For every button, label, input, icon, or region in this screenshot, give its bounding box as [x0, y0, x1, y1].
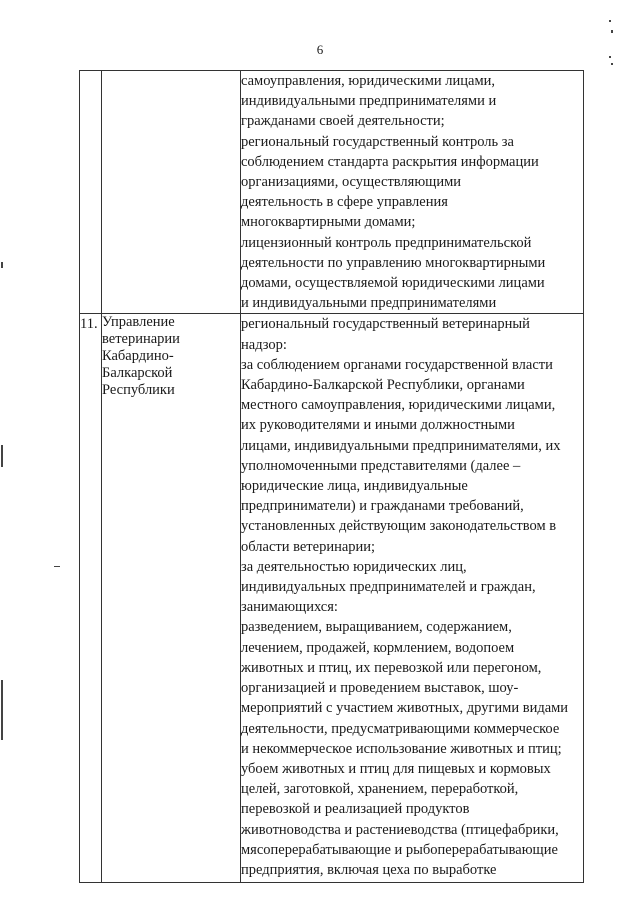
text-line: за деятельностью юридических лиц, — [241, 558, 467, 575]
scan-artifact — [611, 63, 613, 65]
text-line: домами, осуществляемой юридическими лицами — [241, 275, 545, 292]
text-line: животных и птиц, их перевозкой или перегоном, — [241, 659, 542, 676]
text-line: их руководителями и иными должностными — [241, 417, 515, 434]
authority-text-cell — [241, 314, 584, 883]
organization-name-line: ветеринарии — [102, 331, 180, 348]
text-line: региональный государственный контроль за — [241, 133, 514, 150]
scan-artifact — [1, 445, 3, 467]
scan-artifact — [609, 56, 611, 58]
text-line: и некоммерческое использование животных и птиц; — [241, 740, 562, 757]
text-line: предприниматели) и гражданами требований, — [241, 498, 524, 515]
text-line: организациями, осуществляющими — [241, 174, 462, 191]
text-line: самоуправления, юридическими лицами, — [241, 73, 496, 89]
organization-name-line: Кабардино- — [102, 348, 174, 365]
text-line: организацией и проведением выставок, шоу- — [241, 680, 519, 697]
page-number: 6 — [316, 42, 324, 57]
text-line: деятельность в сфере управления — [241, 194, 448, 211]
text-line: за соблюдением органами государственной власти — [241, 356, 553, 373]
text-line: лицами, индивидуальными предпринимателями, их — [241, 437, 561, 454]
text-line: убоем животных и птиц для пищевых и кормовых — [241, 760, 551, 777]
text-line: индивидуальными предпринимателями и — [241, 93, 497, 110]
text-line: занимающихся: — [241, 599, 338, 616]
text-line: деятельности по управлению многоквартирными — [241, 254, 546, 271]
text-line: надзор: — [241, 336, 287, 353]
text-line: соблюдением стандарта раскрытия информации — [241, 153, 539, 170]
scan-artifact — [609, 20, 611, 22]
scan-artifact — [1, 680, 3, 740]
table-row-continued — [80, 71, 584, 314]
text-line: местного самоуправления, юридическими лицами, — [241, 397, 556, 414]
text-line: гражданами своей деятельности; — [241, 113, 445, 130]
authority-text-cell — [241, 71, 584, 314]
text-line: многоквартирными домами; — [241, 214, 416, 231]
text-line: предприятия, включая цеха по выработке — [241, 861, 497, 878]
text-line: разведением, выращиванием, содержанием, — [241, 619, 512, 636]
organization-name-line: Республики — [102, 382, 175, 399]
organization-name-line: Управление — [102, 314, 175, 331]
row-number: 11. — [80, 316, 98, 333]
text-line: индивидуальных предпринимателей и граждан, — [241, 579, 536, 596]
text-line: перевозкой и реализацией продуктов — [241, 801, 470, 818]
text-line: мясоперерабатывающие и рыбоперерабатывающие — [241, 841, 558, 858]
text-line: мероприятий с участием животных, другими видами — [241, 700, 569, 717]
text-line: лечением, продажей, кормлением, водопоем — [241, 639, 515, 656]
text-line: установленных действующим законодательством в — [241, 518, 557, 535]
text-line: уполномоченными представителями (далее – — [241, 457, 521, 474]
row-number-cell — [80, 71, 102, 314]
table-row-11 — [80, 314, 584, 883]
text-line: деятельности, предусматривающими коммерческое — [241, 720, 560, 737]
organization-cell — [102, 71, 241, 314]
text-line: животноводства и растениеводства (птицефабрики, — [241, 821, 559, 838]
scan-artifact — [1, 262, 3, 268]
organization-name-line: Балкарской — [102, 365, 173, 382]
text-line: и индивидуальными предпринимателями — [241, 295, 497, 312]
row-number-cell — [80, 314, 102, 883]
text-line: области ветеринарии; — [241, 538, 376, 555]
scan-artifact — [54, 566, 60, 567]
scan-artifact — [611, 30, 613, 33]
document-table — [79, 70, 584, 883]
organization-cell — [102, 314, 241, 883]
text-line: лицензионный контроль предпринимательской — [241, 234, 532, 251]
text-line: целей, заготовкой, хранением, переработкой, — [241, 781, 519, 798]
text-line: юридические лица, индивидуальные — [241, 478, 468, 495]
text-line: Кабардино-Балкарской Республики, органами — [241, 377, 525, 394]
text-line: региональный государственный ветеринарный — [241, 316, 530, 333]
